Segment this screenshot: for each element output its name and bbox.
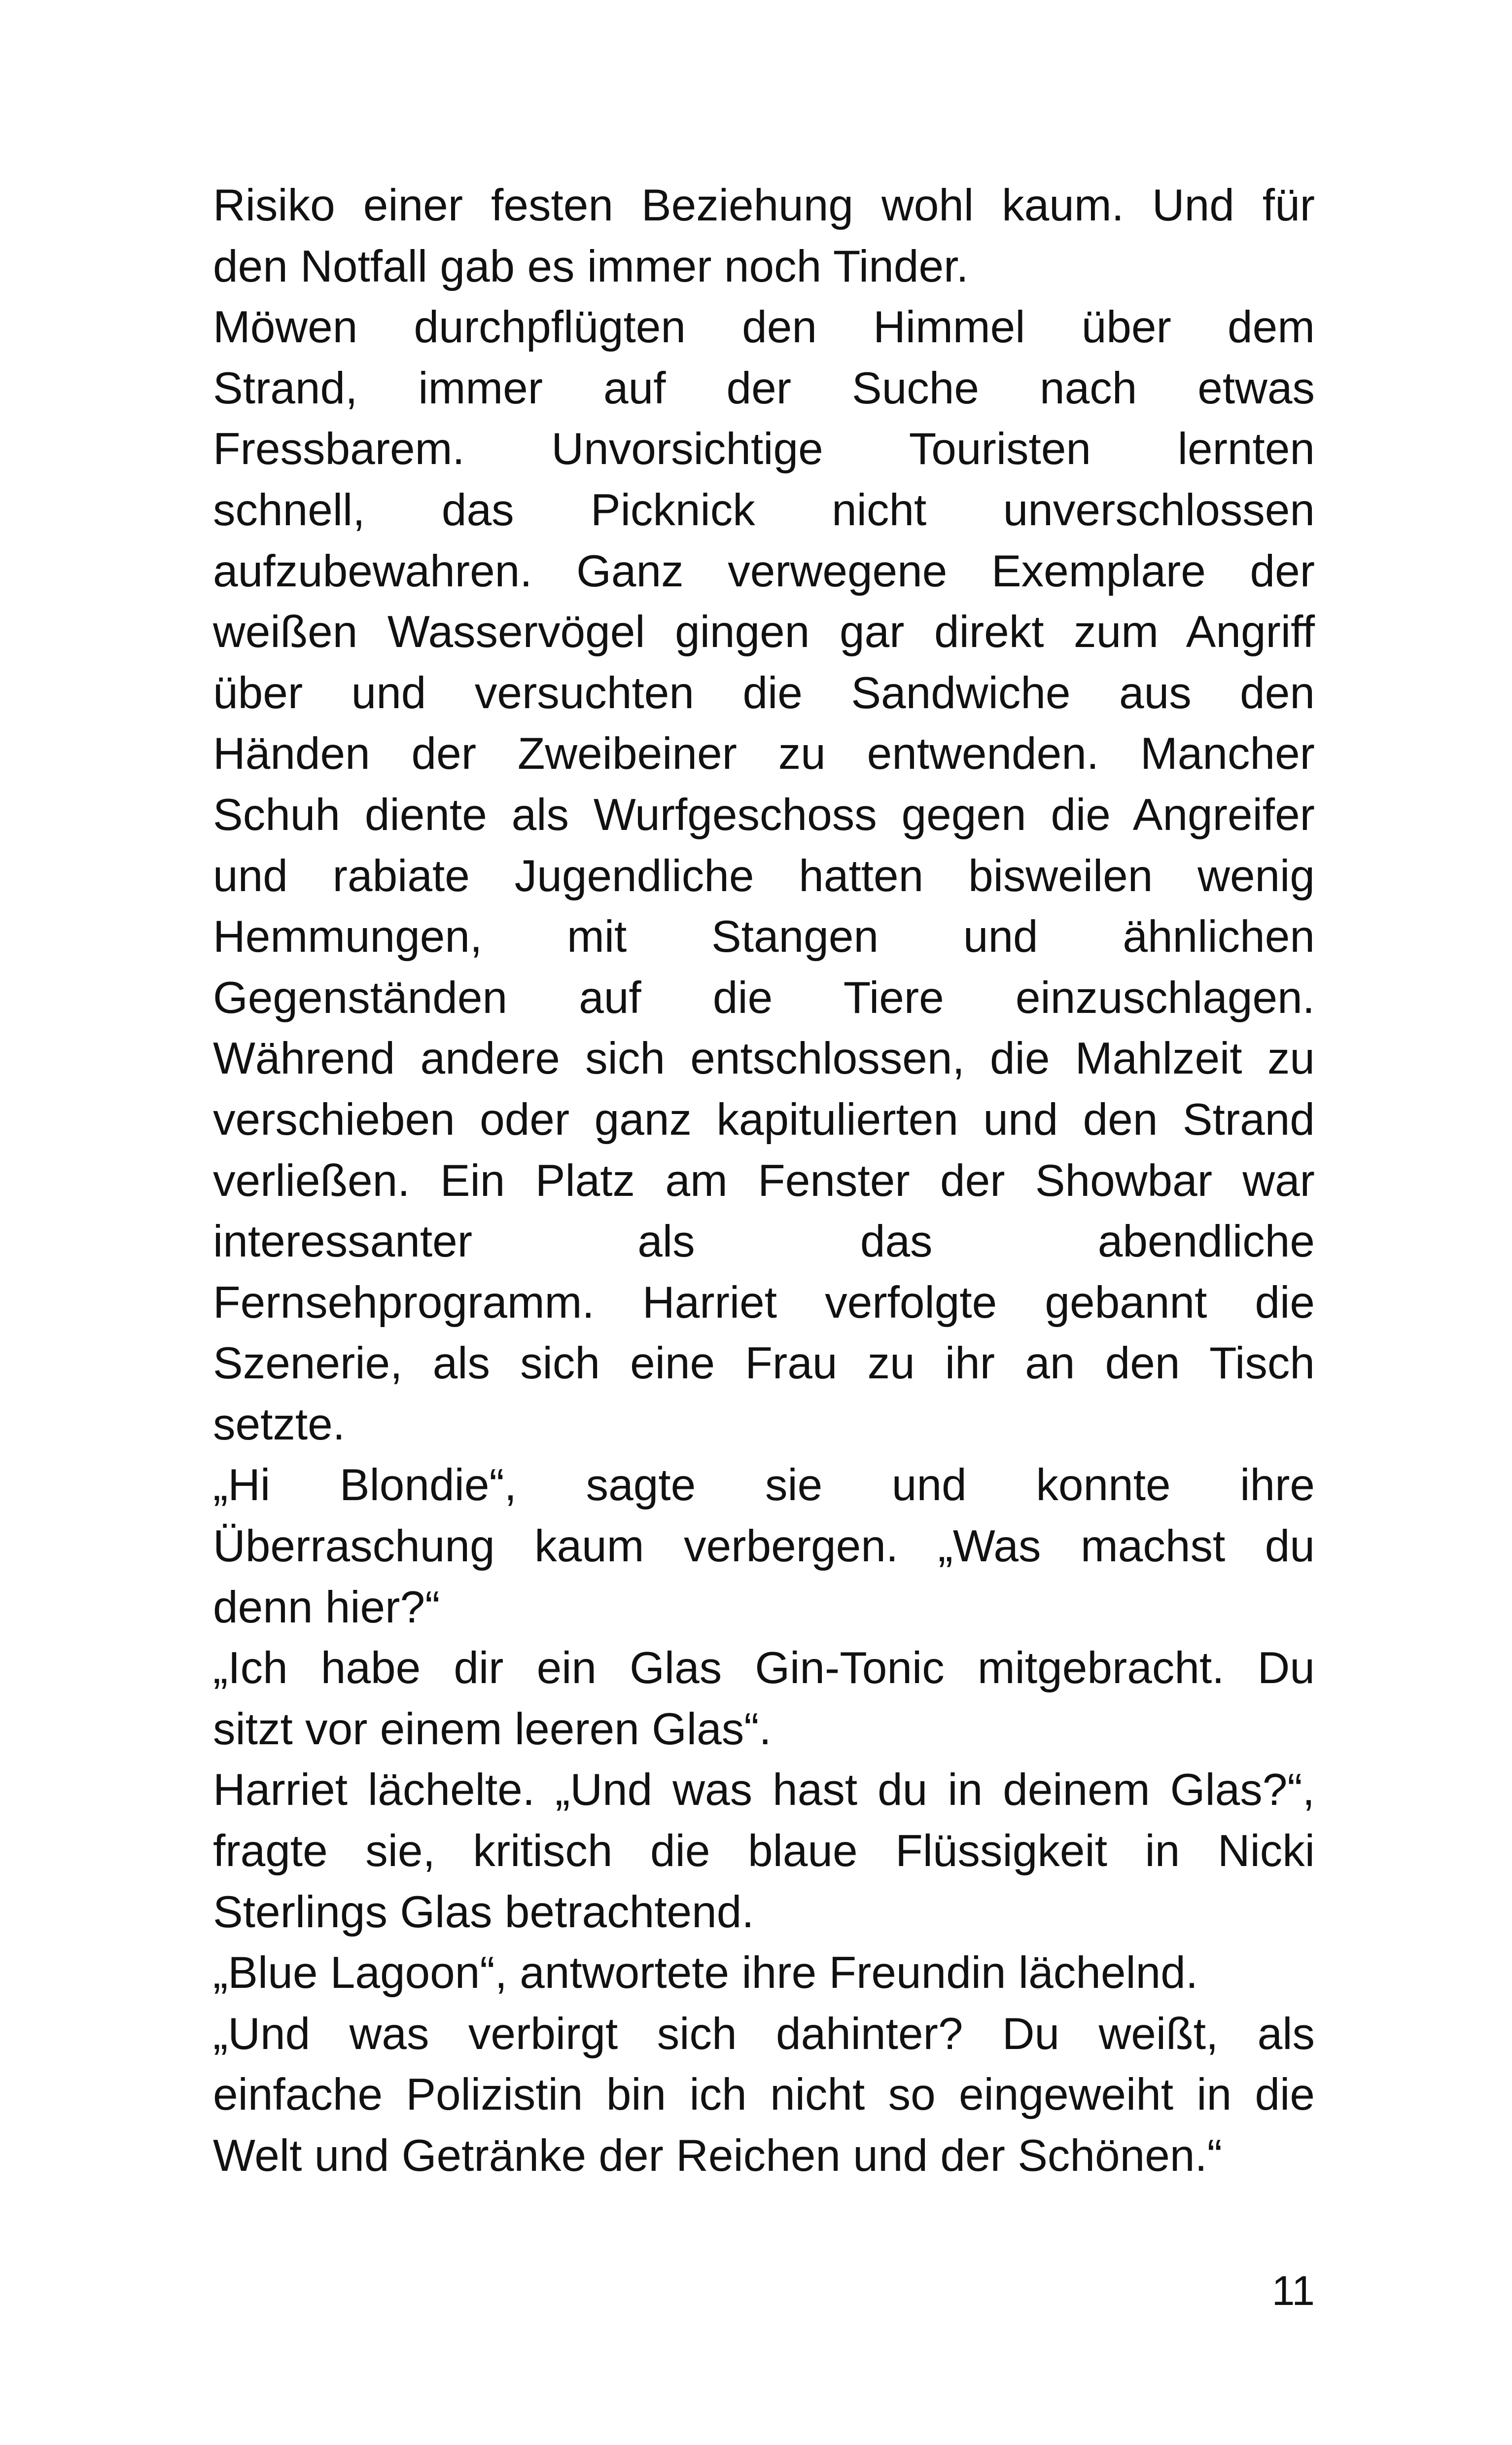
text-line: verschieben oder ganz kapitulierten und den Strand: [213, 1094, 1315, 1145]
text-line: Händen der Zweibeiner zu entwenden. Mancher: [213, 729, 1315, 779]
text-line: denn hier?“: [213, 1582, 440, 1632]
text-line: Harriet lächelte. „Und was hast du in deinem Glas?“,: [213, 1765, 1315, 1815]
text-line: über und versuchten die Sandwiche aus den: [213, 668, 1315, 718]
text-line: aufzubewahren. Ganz verwegene Exemplare der: [213, 546, 1315, 596]
text-line: Hemmungen, mit Stangen und ähnlichen: [213, 912, 1315, 962]
body-text: [213, 175, 1315, 2187]
text-line: weißen Wasservögel gingen gar direkt zum Angriff: [213, 607, 1315, 657]
text-line: verließen. Ein Platz am Fenster der Showbar war: [213, 1155, 1315, 1206]
text-line: fragte sie, kritisch die blaue Flüssigkeit in Nicki: [213, 1826, 1315, 1876]
text-line: „Ich habe dir ein Glas Gin-Tonic mitgebracht. Du: [213, 1643, 1315, 1693]
paragraph: [213, 1455, 1315, 1638]
paragraph: [213, 1760, 1315, 1942]
text-line: sitzt vor einem leeren Glas“.: [213, 1704, 772, 1754]
text-line: Risiko einer festen Beziehung wohl kaum. Und für: [213, 180, 1315, 230]
text-line: Schuh diente als Wurfgeschoss gegen die Angreifer: [213, 790, 1315, 840]
text-line: Während andere sich entschlossen, die Mahlzeit zu: [213, 1034, 1315, 1084]
paragraph: [213, 175, 1315, 297]
text-line: „Blue Lagoon“, antwortete ihre Freundin lächelnd.: [213, 1948, 1198, 1998]
text-line: Szenerie, als sich eine Frau zu ihr an den Tisch: [213, 1338, 1315, 1389]
paragraph: [213, 2004, 1315, 2187]
text-line: Möwen durchpflügten den Himmel über dem: [213, 302, 1315, 353]
text-line: Strand, immer auf der Suche nach etwas: [213, 363, 1315, 413]
paragraph: [213, 297, 1315, 1455]
text-line: Sterlings Glas betrachtend.: [213, 1887, 754, 1937]
text-line: Fressbarem. Unvorsichtige Touristen lernten: [213, 424, 1315, 474]
text-line: setzte.: [213, 1399, 346, 1449]
text-line: „Hi Blondie“, sagte sie und konnte ihre: [213, 1460, 1315, 1510]
page-number: 11: [1271, 2267, 1315, 2314]
text-line: den Notfall gab es immer noch Tinder.: [213, 241, 969, 291]
text-line: schnell, das Picknick nicht unverschlossen: [213, 485, 1315, 535]
text-line: und rabiate Jugendliche hatten bisweilen wenig: [213, 851, 1315, 901]
text-line: Welt und Getränke der Reichen und der Schönen.“: [213, 2131, 1223, 2181]
text-line: „Und was verbirgt sich dahinter? Du weißt, als: [213, 2009, 1315, 2059]
text-line: einfache Polizistin bin ich nicht so eingeweiht in die: [213, 2070, 1315, 2120]
paragraph: [213, 1942, 1315, 2004]
text-line: Überraschung kaum verbergen. „Was machst du: [213, 1521, 1315, 1572]
text-line: Gegenständen auf die Tiere einzuschlagen.: [213, 972, 1315, 1023]
text-line: interessanter als das abendliche: [213, 1217, 1315, 1267]
paragraph: [213, 1638, 1315, 1760]
text-line: Fernsehprogramm. Harriet verfolgte gebannt die: [213, 1277, 1315, 1328]
